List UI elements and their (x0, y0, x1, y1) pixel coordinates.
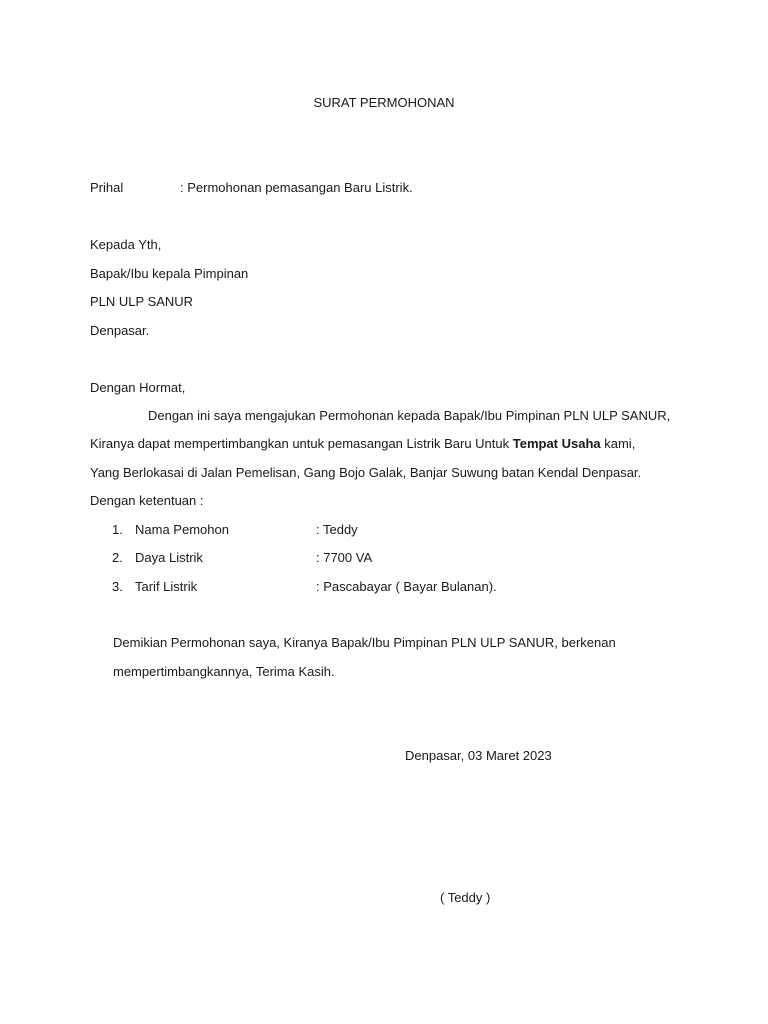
subject-value: : Permohonan pemasangan Baru Listrik. (180, 180, 413, 195)
condition-label: Nama Pemohon (135, 522, 229, 537)
recipient-line-1: Kepada Yth, (90, 237, 162, 252)
business-type-emphasis: Tempat Usaha (512, 436, 601, 451)
place-date: Denpasar, 03 Maret 2023 (405, 748, 552, 763)
condition-number: 2. (112, 550, 123, 565)
closing-line-1: Demikian Permohonan saya, Kiranya Bapak/Ibu Pimpinan PLN ULP SANUR, berkenan (113, 635, 616, 650)
letter-title: SURAT PERMOHONAN (313, 95, 455, 110)
conditions-intro: Dengan ketentuan : (90, 493, 204, 508)
condition-number: 1. (112, 522, 123, 537)
recipient-line-4: Denpasar. (90, 323, 150, 338)
condition-value: : Teddy (316, 522, 358, 537)
paragraph-1-line-2-text: Kiranya dapat mempertimbangkan untuk pemasangan Listrik Baru Untuk (90, 436, 513, 451)
greeting: Dengan Hormat, (90, 380, 186, 395)
paragraph-1-line-1: Dengan ini saya mengajukan Permohonan kepada Bapak/Ibu Pimpinan PLN ULP SANUR, (148, 408, 671, 423)
paragraph-1-line-3: Yang Berlokasai di Jalan Pemelisan, Gang Bojo Galak, Banjar Suwung batan Kendal Denpasar. (90, 465, 642, 480)
paragraph-1-line-2 (90, 436, 635, 452)
recipient-line-3: PLN ULP SANUR (90, 294, 194, 309)
condition-value: : 7700 VA (316, 550, 373, 565)
signature-name: ( Teddy ) (440, 890, 491, 905)
subject-label: Prihal (90, 180, 124, 195)
closing-line-2: mempertimbangkannya, Terima Kasih. (113, 664, 335, 679)
condition-number: 3. (112, 579, 123, 594)
condition-value: : Pascabayar ( Bayar Bulanan). (316, 579, 497, 594)
paragraph-1-line-2-tail: kami, (600, 436, 636, 451)
condition-label: Tarif Listrik (135, 579, 198, 594)
recipient-line-2: Bapak/Ibu kepala Pimpinan (90, 266, 249, 281)
condition-label: Daya Listrik (135, 550, 203, 565)
